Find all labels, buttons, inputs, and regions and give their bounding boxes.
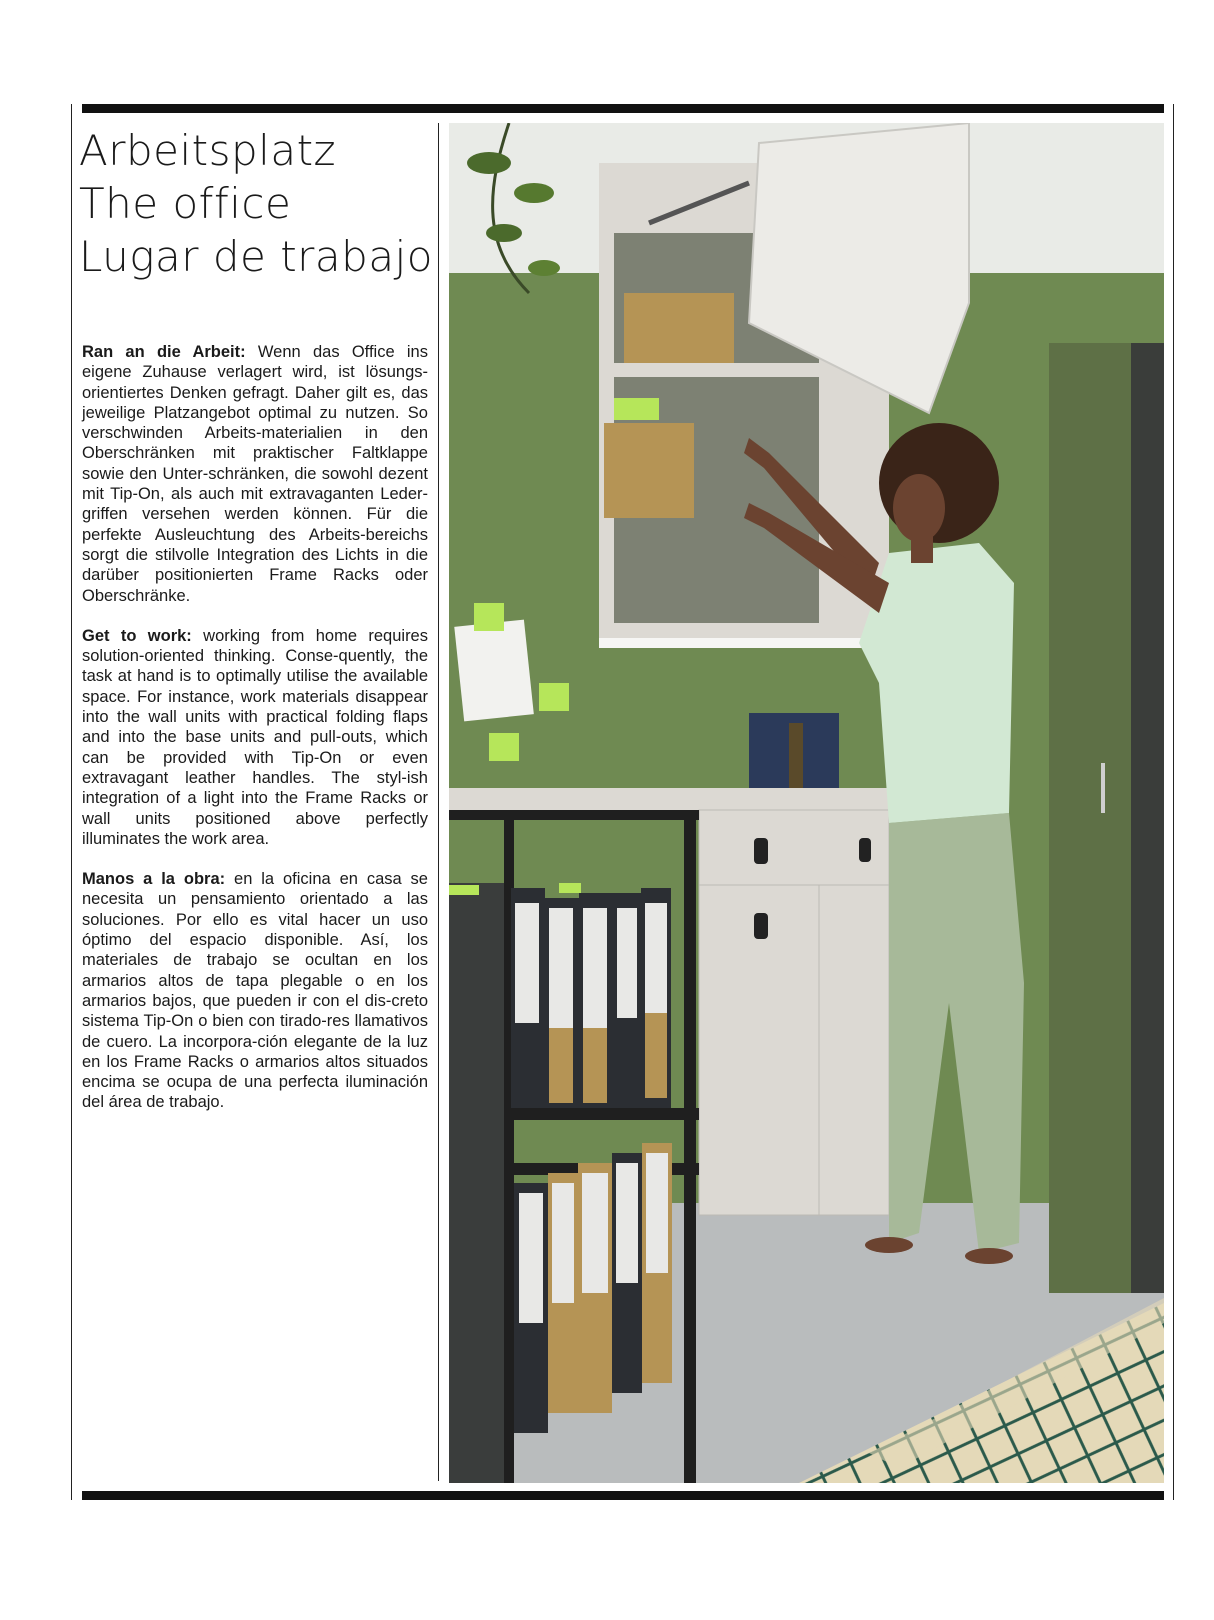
foot bbox=[965, 1248, 1013, 1264]
column-divider bbox=[438, 123, 439, 1481]
base-cabinet-door bbox=[819, 885, 889, 1215]
leather-handle bbox=[754, 838, 768, 864]
paragraph-lead: Ran an die Arbeit: bbox=[82, 343, 246, 361]
title-english: The office bbox=[79, 179, 292, 228]
paragraph-spanish bbox=[82, 869, 428, 1113]
bottom-rule bbox=[82, 1491, 1164, 1500]
wardrobe bbox=[1129, 343, 1164, 1293]
bottle bbox=[789, 723, 803, 793]
neck bbox=[911, 533, 933, 563]
sticky-note bbox=[489, 733, 519, 761]
paragraph-lead: Manos a la obra: bbox=[82, 870, 226, 889]
body-text bbox=[82, 342, 428, 1133]
title-spanish: Lugar de trabajo bbox=[79, 232, 433, 281]
title-german: Arbeitsplatz bbox=[79, 126, 337, 175]
paragraph-lead: Get to work: bbox=[82, 626, 192, 645]
sticky-note bbox=[614, 398, 659, 420]
right-border bbox=[1173, 104, 1174, 1500]
paragraph-german bbox=[82, 342, 428, 606]
cardboard-box bbox=[624, 293, 734, 363]
paragraph-english bbox=[82, 626, 428, 849]
left-border bbox=[71, 104, 72, 1500]
leather-handle bbox=[859, 838, 871, 862]
paragraph-body: working from home requires solution-oriented thinking. Conse-quently, the task at hand is to optimally utilise the available space. For instance, work materials disappear into the wall units with practical folding flaps and into the base units and pull-outs, which can be provided with Tip-On or even extravagant leather handles. The styl-ish integration of a light into the Frame Racks or wall units positioned above perfectly illuminates the work area. bbox=[82, 626, 428, 848]
countertop bbox=[449, 788, 889, 810]
paragraph-body: en la oficina en casa se necesita un pensamiento orientado a las soluciones. Por ello es vital hacer un uso óptimo del espacio disponible. Así, los materiales de trabajo se ocultan en los armarios altos de tapa plegable o en los armarios bajos, que pueden ir con el dis-creto sistema Tip-On o bien con tirado-res llamativos de cuero. La incorpora-ción elegante de la luz en los Frame Racks o armarios altos situados encima se ocupa de una perfecta iluminación del área de trabajo. bbox=[82, 870, 428, 1112]
cabinet-shelf bbox=[609, 363, 829, 377]
wardrobe-panel bbox=[1049, 343, 1131, 1293]
wardrobe-handle bbox=[1101, 763, 1105, 813]
felt-panel bbox=[449, 883, 504, 1483]
top-rule bbox=[82, 104, 1164, 113]
foot bbox=[865, 1237, 913, 1253]
cabinet-bottom-light bbox=[599, 638, 889, 648]
leather-handle bbox=[754, 913, 768, 939]
sticky-note bbox=[539, 683, 569, 711]
face bbox=[893, 474, 945, 542]
page-title bbox=[79, 124, 439, 283]
office-photo bbox=[449, 123, 1164, 1483]
sticky-note bbox=[474, 603, 504, 631]
paper-note bbox=[454, 620, 534, 722]
paragraph-body: Wenn das Office ins eigene Zuhause verlagert wird, ist lösungs-orientiertes Denken gefragt. Daher gilt es, das jeweilige Platzangebot optimal zu nutzen. So verschwinden Arbeits-materialien in den Oberschränken mit praktischer Faltklappe sowie den Unter-schränken, die sowohl dezent mit Tip-On, als auch mit extravaganten Leder-griffen versehen werden können. Für die perfekte Ausleuchtung des Arbeits-bereichs sorgt die stilvolle Integration des Lichts in die darüber positionierten Frame Racks oder Oberschränke. bbox=[82, 343, 428, 605]
cardboard-box bbox=[604, 423, 694, 518]
